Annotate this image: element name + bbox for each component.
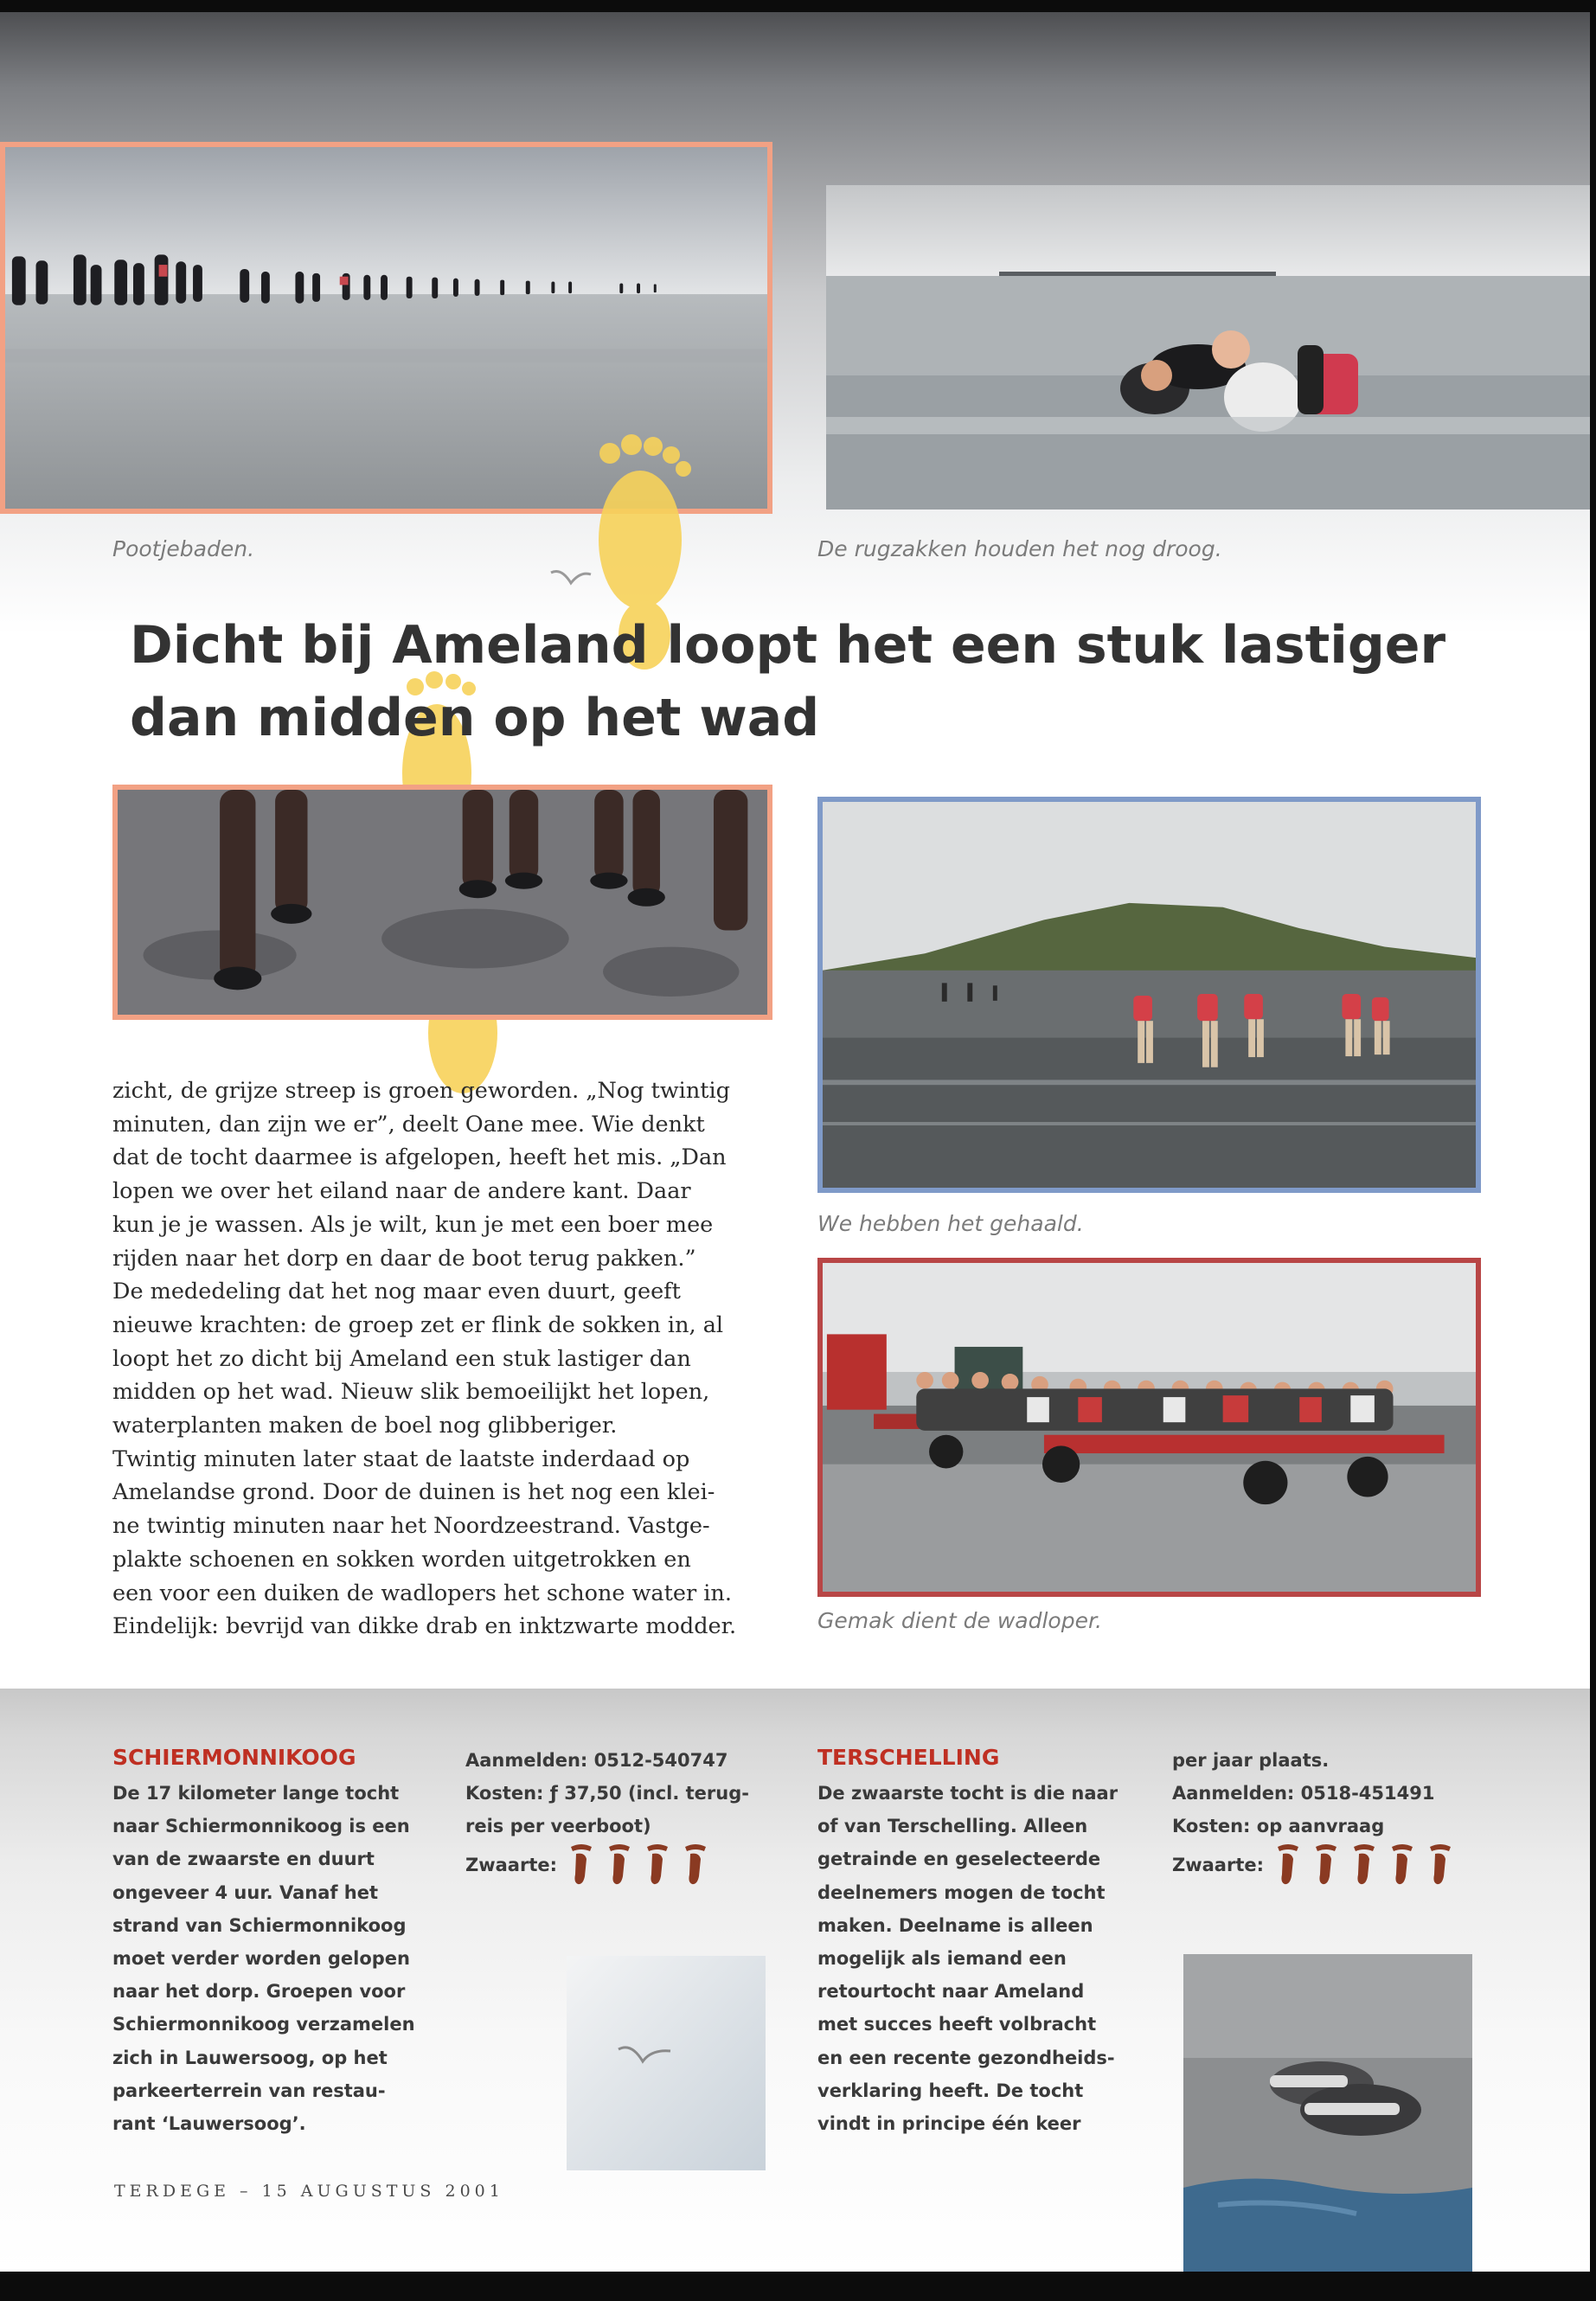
info-schiermonnikoog [112,1739,441,2140]
article-line: Amelandse grond. Door de duinen is het nog een klei- [112,1479,715,1506]
info-line: maken. Deelname is alleen [817,1914,1093,1936]
info-line: vindt in principe één keer [817,2113,1081,2135]
article-line: ne twintig minuten naar het Noordzeestrand. Vastge- [112,1513,710,1540]
info-line: van de zwaarste en duurt [112,1849,375,1870]
info-line: Schiermonnikoog verzamelen [112,2014,415,2035]
photo-walkers-ameland-image [823,802,1476,1188]
info-terschelling-details [1172,1744,1553,1887]
rating-schiermonnikoog [465,1843,794,1887]
article-line: lopen we over het eiland naar de andere kant. Daar [112,1178,691,1205]
article-line: minuten, dan zijn we er”, deelt Oane mee. Wie denkt [112,1111,705,1138]
photo-backpack-waders-image [826,185,1590,510]
article-line: midden op het wad. Nieuw slik bemoeilijkt het lopen, [112,1379,710,1406]
info-line: zich in Lauwersoog, op het [112,2047,388,2068]
info-plaats: per jaar plaats. [1172,1750,1330,1771]
rating-label: Zwaarte: [1172,1854,1265,1875]
info-line: strand van Schiermonnikoog [112,1914,407,1936]
photo-tractor-ride [817,1258,1481,1597]
caption-photo4: We hebben het gehaald. [817,1211,1084,1236]
info-line: of van Terschelling. Alleen [817,1816,1088,1837]
headline-line-1: Dicht bij Ameland loopt het een stuk lastiger [130,615,1446,676]
article-line: zicht, de grijze streep is groen geworden. „Nog twintig [112,1078,730,1104]
photo-walkers-ameland [817,797,1481,1193]
footprint-rating-icon [1314,1843,1338,1887]
footprint-rating-icon [569,1843,593,1887]
article-line: De mededeling dat het nog maar even duurt, geeft [112,1279,681,1305]
caption-photo5: Gemak dient de wadloper. [817,1608,1102,1633]
photo-shoes-beach [1183,1954,1472,2272]
info-line: deelnemers mogen de tocht [817,1881,1106,1903]
article-line: plakte schoenen en sokken worden uitgetrokken en [112,1546,691,1573]
info-line: rant ‘Lauwersoog’. [112,2113,306,2135]
footprint-rating-icon [607,1843,631,1887]
rating-terschelling [1172,1843,1553,1887]
photo-backpack-waders [826,185,1590,510]
info-line: naar het dorp. Groepen voor [112,1981,406,2003]
article-headline [130,609,1446,754]
caption-photo1: Pootjebaden. [112,536,255,561]
photo-muddy-legs-image [118,790,767,1015]
magazine-page [0,12,1590,2272]
article-line: kun je je wassen. Als je wilt, kun je met een boer mee [112,1211,714,1238]
photo-muddy-legs [112,785,772,1020]
footprint-rating-icon [683,1843,708,1887]
rating-feet [569,1843,708,1887]
info-line: retourtocht naar Ameland [817,1981,1085,2003]
footprint-rating-icon [1276,1843,1300,1887]
footprint-rating-icon [1352,1843,1376,1887]
footprint-rating-icon [1390,1843,1414,1887]
info-terschelling [817,1739,1146,2140]
article-line: Twintig minuten later staat de laatste inderdaad op [112,1445,690,1472]
footprint-rating-icon [645,1843,670,1887]
rating-label: Zwaarte: [465,1854,558,1875]
info-kosten: Kosten: ƒ 37,50 (incl. terug- [465,1783,749,1804]
caption-photo2: De rugzakken houden het nog droog. [817,536,1222,561]
info-schiermonnikoog-details [465,1744,794,1887]
article-line: nieuwe krachten: de groep zet er flink de sokken in, al [112,1311,724,1338]
photo-seagull-sky [567,1956,766,2170]
info-kosten: Kosten: op aanvraag [1172,1816,1385,1837]
photo-shoes-beach-image [1183,1954,1472,2272]
article-line: dat de tocht daarmee is afgelopen, heeft het mis. „Dan [112,1144,727,1171]
info-title-terschelling: TERSCHELLING [817,1745,1000,1770]
photo-seagull-sky-image [567,1956,766,2170]
info-line: naar Schiermonnikoog is een [112,1816,410,1837]
footprint-rating-icon [1428,1843,1452,1887]
info-line: mogelijk als iemand een [817,1948,1067,1970]
info-aanmelden: Aanmelden: 0512-540747 [465,1750,728,1771]
page-footer: TERDEGE – 15 AUGUSTUS 2001 [114,2182,504,2201]
info-line: met succes heeft volbracht [817,2014,1097,2035]
article-line: waterplanten maken de boel nog glibberiger. [112,1413,618,1439]
info-line: en een recente gezondheids- [817,2047,1115,2068]
rating-feet [1276,1843,1452,1887]
article-line: Eindelijk: bevrijd van dikke drab en inktzwarte modder. [112,1613,737,1640]
info-title-schiermonnikoog: SCHIERMONNIKOOG [112,1745,356,1770]
info-line: getrainde en geselecteerde [817,1849,1101,1870]
article-line: een voor een duiken de wadlopers het schone water in. [112,1580,732,1606]
info-aanmelden: Aanmelden: 0518-451491 [1172,1783,1435,1804]
article-line: rijden naar het dorp en daar de boot terug pakken.” [112,1245,696,1272]
headline-line-2: dan midden op het wad [130,688,820,748]
info-line: moet verder worden gelopen [112,1948,410,1970]
photo-tractor-ride-image [823,1263,1476,1592]
info-line: De zwaarste tocht is die naar [817,1783,1118,1804]
info-line: ongeveer 4 uur. Vanaf het [112,1881,379,1903]
article-line: loopt het zo dicht bij Ameland een stuk lastiger dan [112,1345,691,1372]
info-line: De 17 kilometer lange tocht [112,1783,400,1804]
article-body [112,1074,787,1644]
info-line: verklaring heeft. De tocht [817,2080,1084,2101]
info-kosten-cont: reis per veerboot) [465,1816,651,1837]
info-line: parkeerterrein van restau- [112,2080,386,2101]
seagull-icon [549,566,593,592]
